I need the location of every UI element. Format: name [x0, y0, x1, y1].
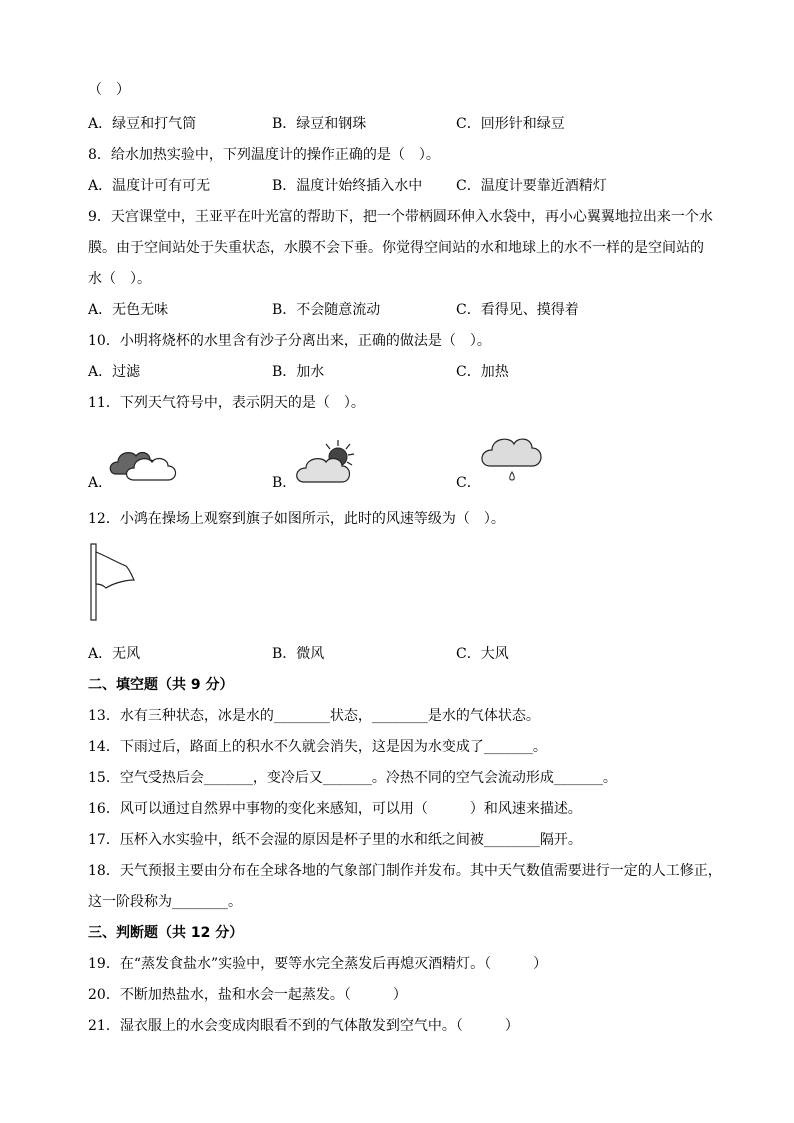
- q9-stem-line1: 9．天宫课堂中，王亚平在叶光富的帮助下，把一个带柄圆环伸入水袋中，再小心翼翼地拉出来一个水: [88, 209, 713, 225]
- cloud-with-sun-icon: [296, 438, 360, 488]
- q12-option-a: A．无风: [88, 646, 141, 662]
- q18-line1: 18．天气预报主要由分布在全球各地的气象部门制作并发布。其中天气数值需要进行一定的人工修正，: [88, 863, 722, 879]
- q9-option-a: A．无色无味: [88, 302, 169, 318]
- q10-option-b: B．加水: [272, 364, 325, 380]
- q10-option-a: A．过滤: [88, 364, 141, 380]
- q8-stem: 8．给水加热实验中，下列温度计的操作正确的是（ ）。: [88, 147, 440, 163]
- q21: 21．湿衣服上的水会变成肉眼看不到的气体散发到空气中。（ ）: [88, 1018, 519, 1034]
- overcast-cloud-icon: [110, 446, 182, 486]
- section-heading-fill-in: 二、填空题（共 9 分）: [88, 677, 234, 693]
- section-heading-true-false: 三、判断题（共 12 分）: [88, 925, 244, 941]
- q11-option-c: C．: [456, 475, 481, 491]
- q10-stem: 10．小明将烧杯的水里含有沙子分离出来，正确的做法是（ ）。: [88, 333, 491, 349]
- q19: 19．在“蒸发食盐水”实验中，要等水完全蒸发后再熄灭酒精灯。（ ）: [88, 956, 548, 972]
- q9-stem-line3: 水（ ）。: [88, 271, 151, 287]
- q12-option-b: B．微风: [272, 646, 325, 662]
- q7-option-c: C．回形针和绿豆: [456, 116, 565, 132]
- q15: 15．空气受热后会_______，变冷后又_______。冷热不同的空气会流动形成_______。: [88, 770, 617, 786]
- q7-answer-paren: （ ）: [88, 82, 130, 98]
- q10-option-c: C．加热: [456, 364, 509, 380]
- q20: 20．不断加热盐水，盐和水会一起蒸发。（ ）: [88, 987, 407, 1003]
- q18-line2: 这一阶段称为________。: [88, 894, 242, 910]
- q11-option-a: A．: [88, 475, 113, 491]
- rain-cloud-icon: [482, 432, 548, 486]
- q9-stem-line2: 膜。由于空间站处于失重状态，水膜不会下垂。你觉得空间站的水和地球上的水不一样的是空间站的: [88, 240, 704, 256]
- q11-stem: 11．下列天气符号中，表示阴天的是（ ）。: [88, 395, 365, 411]
- q11-option-b: B．: [272, 475, 297, 491]
- q16: 16．风可以通过自然界中事物的变化来感知，可以用（ ）和风速来描述。: [88, 801, 582, 817]
- flag-figure: [90, 544, 140, 624]
- q12-stem: 12．小鸿在操场上观察到旗子如图所示，此时的风速等级为（ ）。: [88, 511, 505, 527]
- q12-option-c: C．大风: [456, 646, 509, 662]
- q17: 17．压杯入水实验中，纸不会湿的原因是杯子里的水和纸之间被________隔开。: [88, 832, 582, 848]
- q9-option-b: B．不会随意流动: [272, 302, 381, 318]
- q7-option-b: B．绿豆和钢珠: [272, 116, 367, 132]
- q7-option-a: A．绿豆和打气筒: [88, 116, 197, 132]
- q8-option-a: A．温度计可有可无: [88, 178, 211, 194]
- q8-option-c: C．温度计要靠近酒精灯: [456, 178, 607, 194]
- q14: 14．下雨过后，路面上的积水不久就会消失，这是因为水变成了_______。: [88, 739, 547, 755]
- q8-option-b: B．温度计始终插入水中: [272, 178, 423, 194]
- q9-option-c: C．看得见、摸得着: [456, 302, 579, 318]
- q13: 13．水有三种状态，冰是水的________状态，________是水的气体状态。: [88, 708, 540, 724]
